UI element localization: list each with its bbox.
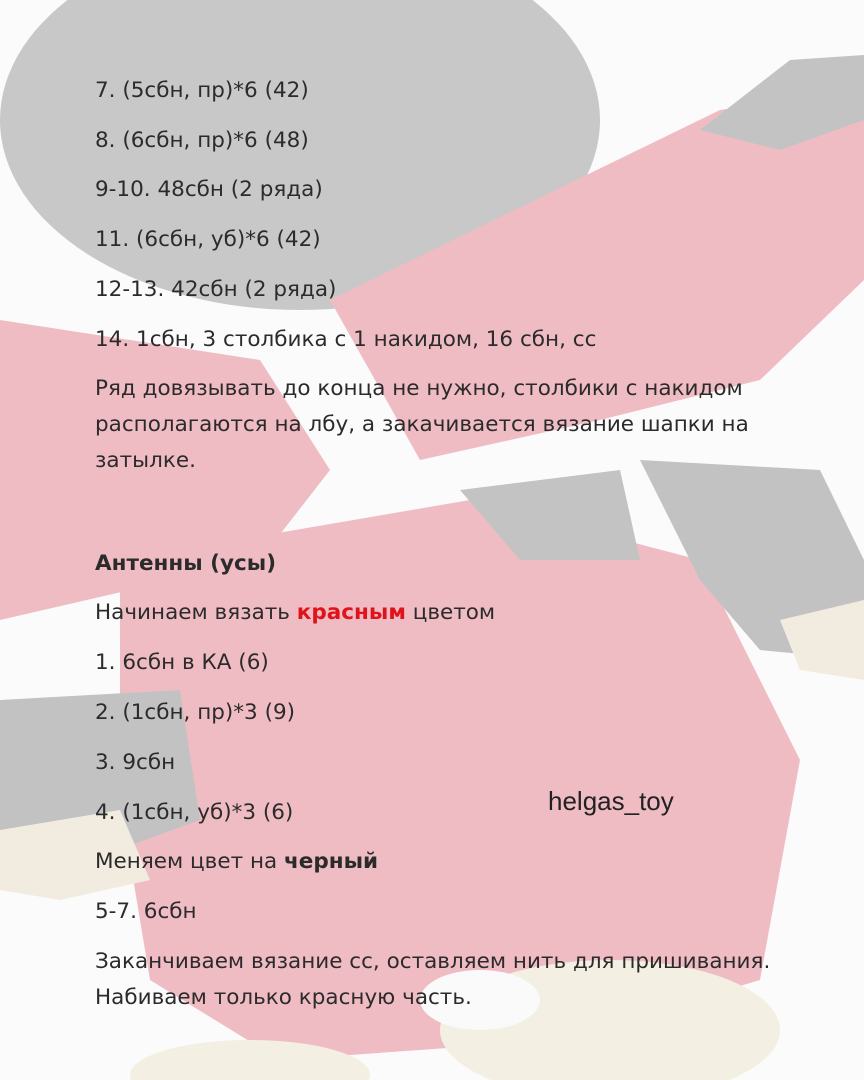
antenna-row-1: 1. 6сбн в КА (6): [95, 650, 269, 675]
row-11: 11. (6сбн, уб)*6 (42): [95, 227, 321, 252]
note-bottom: Заканчиваем вязание сс, оставляем нить для пришивания. Набиваем только красную часть.: [95, 949, 771, 1010]
color-word-black: черный: [284, 849, 379, 874]
watermark: helgas_toy: [548, 786, 674, 816]
antenna-row-2: 2. (1сбн, пр)*3 (9): [95, 700, 296, 725]
section-title: Антенны (усы): [95, 551, 277, 576]
antenna-row-5-7: 5-7. 6сбн: [95, 899, 197, 924]
color-word-red: красным: [296, 600, 406, 625]
row-8: 8. (6сбн, пр)*6 (48): [95, 128, 309, 153]
start-line: Начинаем вязать красным цветом: [95, 600, 496, 625]
antenna-row-4: 4. (1сбн, уб)*3 (6): [95, 800, 294, 825]
row-12-13: 12-13. 42сбн (2 ряда): [95, 277, 337, 302]
row-14: 14. 1сбн, 3 столбика с 1 накидом, 16 сбн, сс: [95, 327, 597, 352]
note-top: Ряд довязывать до конца не нужно, столбики с накидом располагаются на лбу, а закачивается вязание шапки на затылке.: [95, 376, 749, 473]
row-7: 7. (5сбн, пр)*6 (42): [95, 78, 309, 103]
antenna-row-3: 3. 9сбн: [95, 750, 176, 775]
row-9-10: 9-10. 48сбн (2 ряда): [95, 177, 323, 202]
change-color-line: Меняем цвет на черный: [95, 849, 379, 874]
